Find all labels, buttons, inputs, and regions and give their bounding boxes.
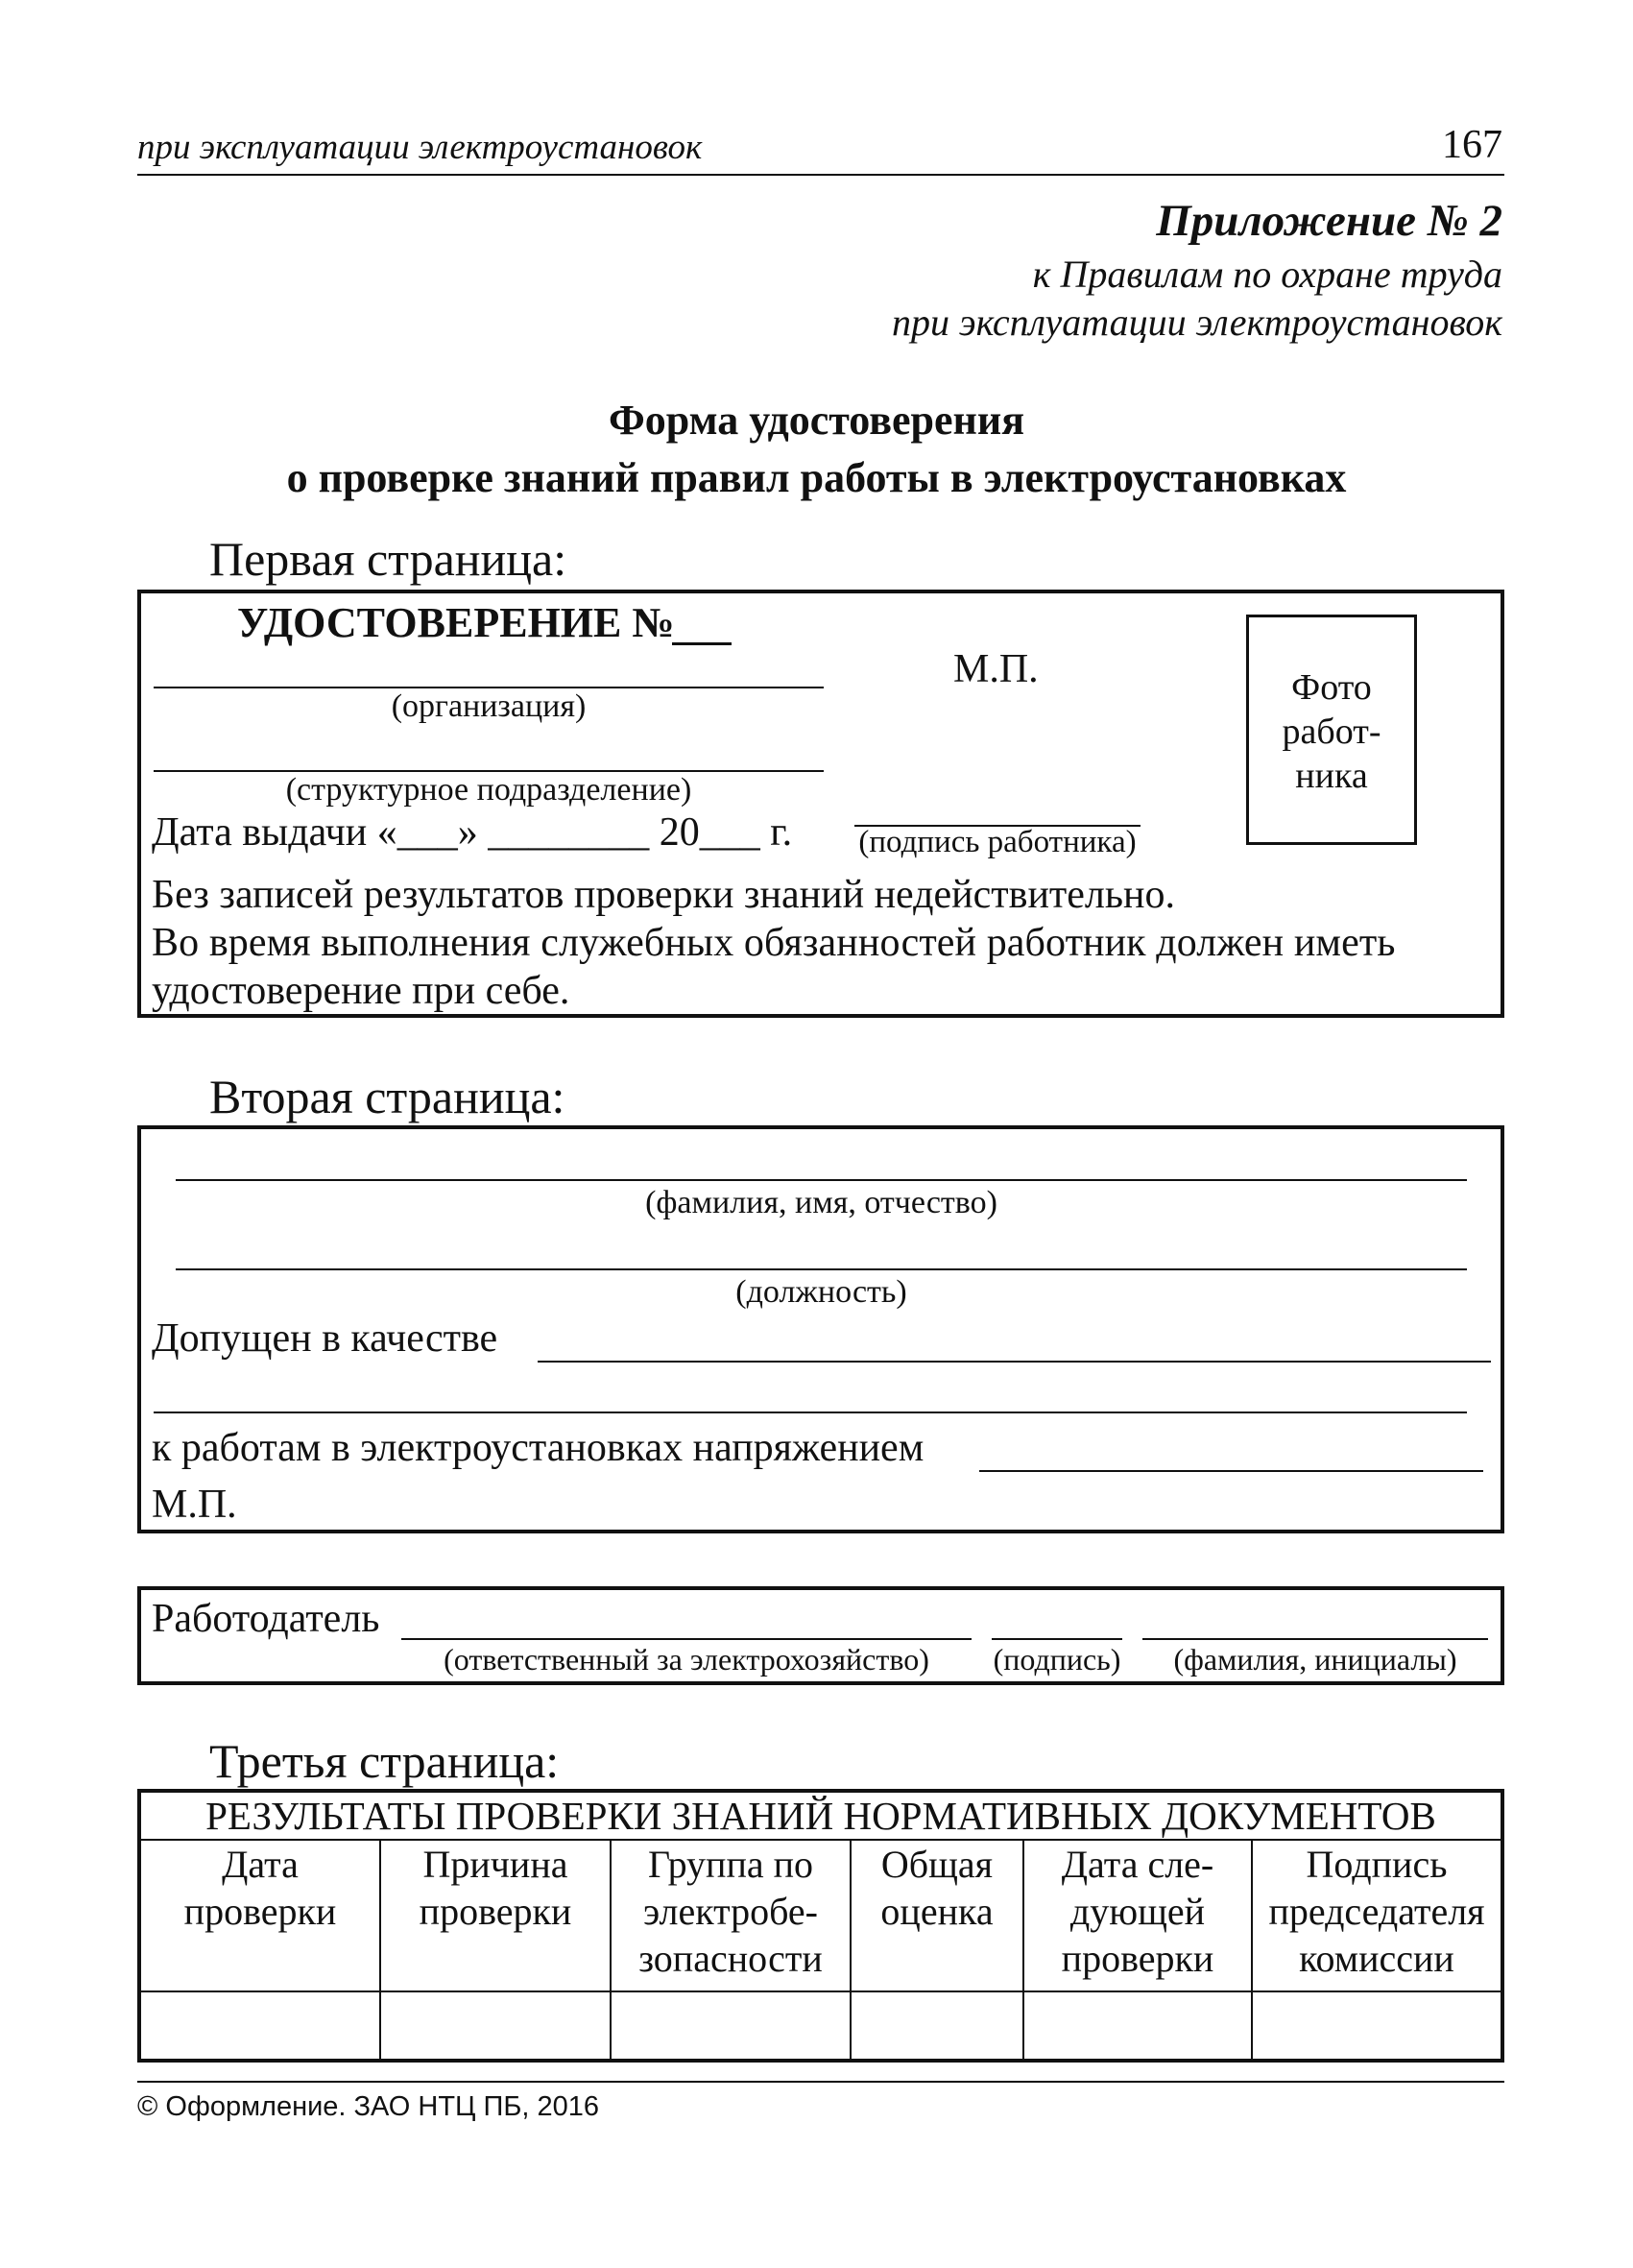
running-title: при эксплуатации электроустановок [137, 128, 703, 167]
position-caption: (должность) [735, 1274, 907, 1310]
results-table-title: РЕЗУЛЬТАТЫ ПРОВЕРКИ ЗНАНИЙ НОРМАТИВНЫХ ДОКУМЕНТОВ [139, 1791, 1502, 1840]
appendix-line1: к Правилам по охране труда [1032, 253, 1502, 296]
responsible-caption: (ответственный за электрохозяйство) [444, 1642, 929, 1677]
photo-placeholder[interactable] [1246, 615, 1417, 845]
cell-chairman-signature[interactable] [1252, 1991, 1502, 2061]
page-number: 167 [1442, 123, 1502, 167]
employer-label: Работодатель [152, 1597, 380, 1641]
col-header-check-date: Дата проверки [139, 1840, 380, 1991]
results-table [137, 1789, 1504, 2063]
col-header-next-check-date: Дата сле- дующей проверки [1023, 1840, 1252, 1991]
page3-heading: Третья страница: [209, 1734, 560, 1788]
col-header-chairman-signature: Подпись председателя комиссии [1252, 1840, 1502, 1991]
results-header-row [139, 1840, 1502, 1991]
header-rule [137, 174, 1504, 176]
full-name-caption: (фамилия, имя, отчество) [645, 1185, 997, 1220]
footer-copyright: © Оформление. ЗАО НТЦ ПБ, 2016 [137, 2091, 600, 2122]
carry-note-line1: Во время выполнения служебных обязанностей работник должен иметь [152, 921, 1396, 965]
certificate-title [237, 598, 675, 647]
employer-name-line[interactable] [1142, 1638, 1488, 1640]
admitted-as-label: Допущен в качестве [152, 1316, 498, 1361]
cell-next-check-date[interactable] [1023, 1991, 1252, 2061]
admitted-as-line[interactable] [538, 1361, 1491, 1363]
full-name-line[interactable] [176, 1179, 1467, 1181]
page1-heading: Первая страница: [209, 532, 567, 586]
photo-caption-line3: ника [1295, 756, 1368, 796]
appendix-line2: при эксплуатации электроустановок [892, 301, 1502, 344]
carry-note-line2: удостоверение при себе. [152, 969, 570, 1013]
responsible-line[interactable] [401, 1638, 972, 1640]
cell-check-reason[interactable] [380, 1991, 611, 2061]
doc-title-line2: о проверке знаний правил работы в электроустановках [286, 454, 1347, 501]
photo-caption-line2: работ- [1282, 712, 1381, 752]
doc-title-line1: Форма удостоверения [608, 397, 1025, 444]
employer-name-caption: (фамилия, инициалы) [1173, 1642, 1457, 1677]
page1-mp: М.П. [953, 647, 1039, 691]
certificate-title-text: УДОСТОВЕРЕНИЕ № [237, 599, 675, 646]
voltage-label: к работам в электроустановках напряжением [152, 1426, 925, 1470]
extra-line[interactable] [154, 1411, 1467, 1413]
voltage-line[interactable] [979, 1470, 1483, 1472]
footer-rule [137, 2081, 1504, 2083]
employer-signature-caption: (подпись) [993, 1642, 1121, 1677]
col-header-safety-group: Группа по электробе- зопасности [611, 1840, 851, 1991]
col-header-check-reason: Причина проверки [380, 1840, 611, 1991]
col-header-overall-grade: Общая оценка [851, 1840, 1023, 1991]
page2-heading: Вторая страница: [209, 1070, 565, 1123]
issue-date-field[interactable]: Дата выдачи «___» ________ 20___ г. [152, 810, 793, 855]
cell-safety-group[interactable] [611, 1991, 851, 2061]
certificate-number-line [672, 642, 732, 645]
cell-overall-grade[interactable] [851, 1991, 1023, 2061]
cell-check-date[interactable] [139, 1991, 380, 2061]
position-line[interactable] [176, 1268, 1467, 1270]
employee-signature-caption: (подпись работника) [858, 825, 1137, 859]
photo-caption-line1: Фото [1291, 667, 1372, 708]
validity-note: Без записей результатов проверки знаний недействительно. [152, 873, 1176, 917]
department-caption: (структурное подразделение) [285, 772, 692, 808]
appendix-title: Приложение № 2 [1156, 196, 1502, 246]
organization-caption: (организация) [391, 688, 587, 724]
page2-mp: М.П. [152, 1483, 237, 1527]
results-empty-row[interactable] [139, 1991, 1502, 2061]
employer-signature-line[interactable] [992, 1638, 1122, 1640]
